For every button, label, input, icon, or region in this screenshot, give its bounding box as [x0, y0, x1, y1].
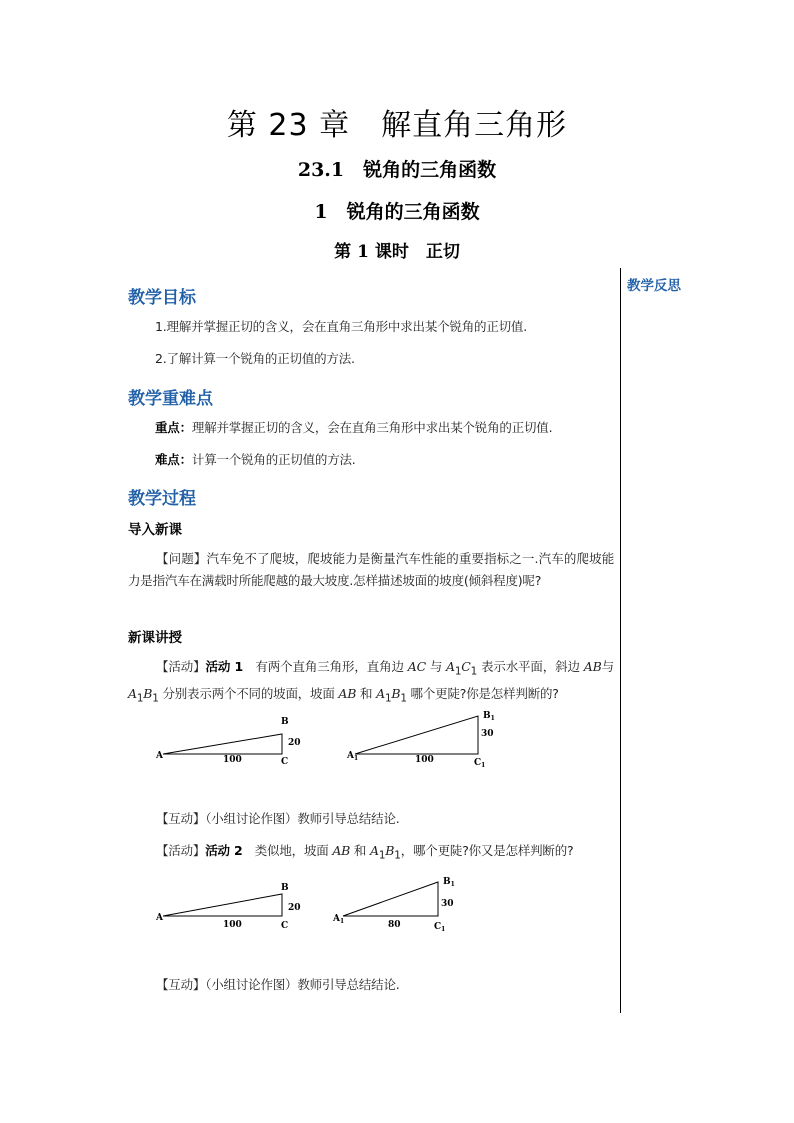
- triangle-A1B1C1: [346, 711, 495, 769]
- new-lesson-heading: 新课讲授: [128, 630, 182, 646]
- math-sub: 1: [152, 692, 159, 704]
- process-heading: 教学过程: [128, 489, 196, 509]
- objectives-heading: 教学目标: [128, 288, 196, 308]
- height-length: 30: [441, 899, 454, 909]
- text: 与: [601, 659, 614, 674]
- height-length: 20: [288, 738, 301, 748]
- math-var: C: [461, 659, 471, 674]
- vertex-sub: 1: [339, 918, 345, 925]
- vertex-C1: [474, 758, 485, 769]
- intro-paragraph: [128, 548, 614, 592]
- activity1-paragraph: [128, 656, 614, 709]
- text: 表示水平面，斜边: [477, 659, 584, 674]
- vertex-C: C: [281, 757, 289, 767]
- vertex-A: A: [156, 913, 163, 923]
- focus-line: [155, 417, 641, 439]
- math-var: B: [143, 685, 153, 701]
- math-var: B: [391, 685, 401, 701]
- objective-item: 2.了解计算一个锐角的正切值的方法.: [155, 351, 355, 366]
- math-sub: 1: [378, 849, 386, 862]
- triangle-shape: [163, 894, 282, 916]
- base-length: 100: [223, 755, 242, 765]
- interact2-line: [128, 974, 614, 996]
- vertex-sub: 1: [490, 715, 495, 722]
- intro-text: 汽车免不了爬坡，爬坡能力是衡量汽车性能的重要指标之一.汽车的爬坡能力是指汽车在满载时所能爬越的最大坡度.怎样描述坡面的坡度(倾斜程度)呢?: [128, 551, 615, 588]
- interact1-line: [128, 808, 614, 830]
- vertex-letter: B: [483, 711, 491, 721]
- vertex-B1: [443, 877, 455, 888]
- height-length: 20: [288, 903, 301, 913]
- triangle-ABC: [155, 717, 301, 767]
- math-var: B: [385, 843, 395, 858]
- text: 和: [350, 843, 371, 858]
- text: 分别表示两个不同的坡面，坡面: [158, 685, 339, 701]
- vertex-C: C: [281, 921, 289, 931]
- math-var: A: [370, 843, 379, 858]
- objective-item: 1.理解并掌握正切的含义，会在直角三角形中求出某个锐角的正切值.: [155, 319, 528, 334]
- height-length: 30: [481, 729, 494, 739]
- subsection-title: 1 锐角的三角函数: [314, 201, 480, 223]
- vertex-letter: B: [443, 877, 451, 887]
- vertex-letter: C: [474, 758, 482, 768]
- interact1-tag: 【互动】: [156, 811, 206, 826]
- difficulty-line: [155, 449, 641, 471]
- interact1-text: （小组讨论作图）教师引导总结结论.: [205, 811, 400, 826]
- math-sub: 1: [384, 692, 392, 704]
- math-sub: 1: [394, 849, 401, 862]
- triangle-ABC: [155, 883, 301, 931]
- math-var: AB: [583, 659, 602, 674]
- activity2-paragraph: [128, 840, 614, 867]
- vertex-C1: [434, 922, 445, 933]
- vertex-letter: A: [347, 751, 354, 761]
- text: 类似地，坡面: [242, 843, 333, 858]
- base-length: 100: [415, 755, 434, 765]
- math-var: AB: [338, 685, 357, 701]
- intro-heading: 导入新课: [128, 522, 182, 538]
- math-var: A: [376, 685, 385, 701]
- vertex-sub: 1: [353, 755, 359, 762]
- vertex-letter: C: [434, 922, 442, 932]
- math-sub: 1: [136, 692, 144, 704]
- focus-text: 理解并掌握正切的含义，会在直角三角形中求出某个锐角的正切值.: [191, 420, 553, 435]
- vertex-A1: [346, 751, 358, 762]
- math-var: AB: [332, 843, 351, 858]
- triangle-shape: [355, 716, 478, 754]
- math-var: A: [128, 685, 137, 701]
- base-length: 80: [388, 920, 401, 930]
- math-sub: 1: [400, 692, 407, 704]
- chapter-title: 第 23 章 解直角三角形: [226, 108, 568, 143]
- difficulty-label: 难点：: [155, 452, 192, 467]
- math-sub: 1: [454, 665, 462, 678]
- vertex-A: A: [156, 751, 163, 761]
- figure-2: [150, 872, 480, 938]
- figure-1: [150, 706, 500, 772]
- vertex-letter: A: [333, 914, 340, 924]
- vertex-B: B: [281, 883, 289, 893]
- vertex-sub: 1: [481, 762, 486, 769]
- text: 和: [356, 685, 377, 701]
- difficulty-text: 计算一个锐角的正切值的方法.: [191, 452, 356, 467]
- activity1-name: 活动 1: [205, 659, 243, 674]
- reflection-divider: [620, 268, 621, 1013]
- lesson-title: 第 1 课时 正切: [334, 242, 460, 262]
- base-length: 100: [223, 920, 242, 930]
- text: ，哪个更陡?你又是怎样判断的?: [400, 843, 574, 858]
- text: 有两个直角三角形，直角边: [242, 659, 408, 674]
- activity2-name: 活动 2: [205, 843, 243, 858]
- vertex-sub: 1: [441, 926, 446, 933]
- interact2-tag: 【互动】: [156, 977, 206, 992]
- math-var: AC: [407, 659, 426, 674]
- activity2-tag: 【活动】: [156, 843, 206, 858]
- triangle-A1B1C1: [332, 877, 455, 933]
- interact2-text: （小组讨论作图）教师引导总结结论.: [205, 977, 400, 992]
- text: 哪个更陡?你是怎样判断的?: [406, 685, 559, 701]
- focus-label: 重点：: [155, 420, 192, 435]
- vertex-A1: [332, 914, 344, 925]
- key-points-heading: 教学重难点: [128, 389, 213, 409]
- vertex-B: B: [281, 717, 289, 727]
- section-title: 23.1 锐角的三角函数: [297, 159, 497, 181]
- reflection-label: 教学反思: [627, 278, 681, 294]
- vertex-sub: 1: [450, 881, 455, 888]
- text: 与: [425, 659, 447, 674]
- triangle-shape: [343, 882, 438, 916]
- math-sub: 1: [470, 665, 478, 678]
- vertex-B1: [483, 711, 495, 722]
- activity1-tag: 【活动】: [156, 659, 206, 674]
- math-var: A: [446, 659, 455, 674]
- triangle-shape: [163, 734, 282, 754]
- intro-tag: 【问题】: [156, 551, 207, 566]
